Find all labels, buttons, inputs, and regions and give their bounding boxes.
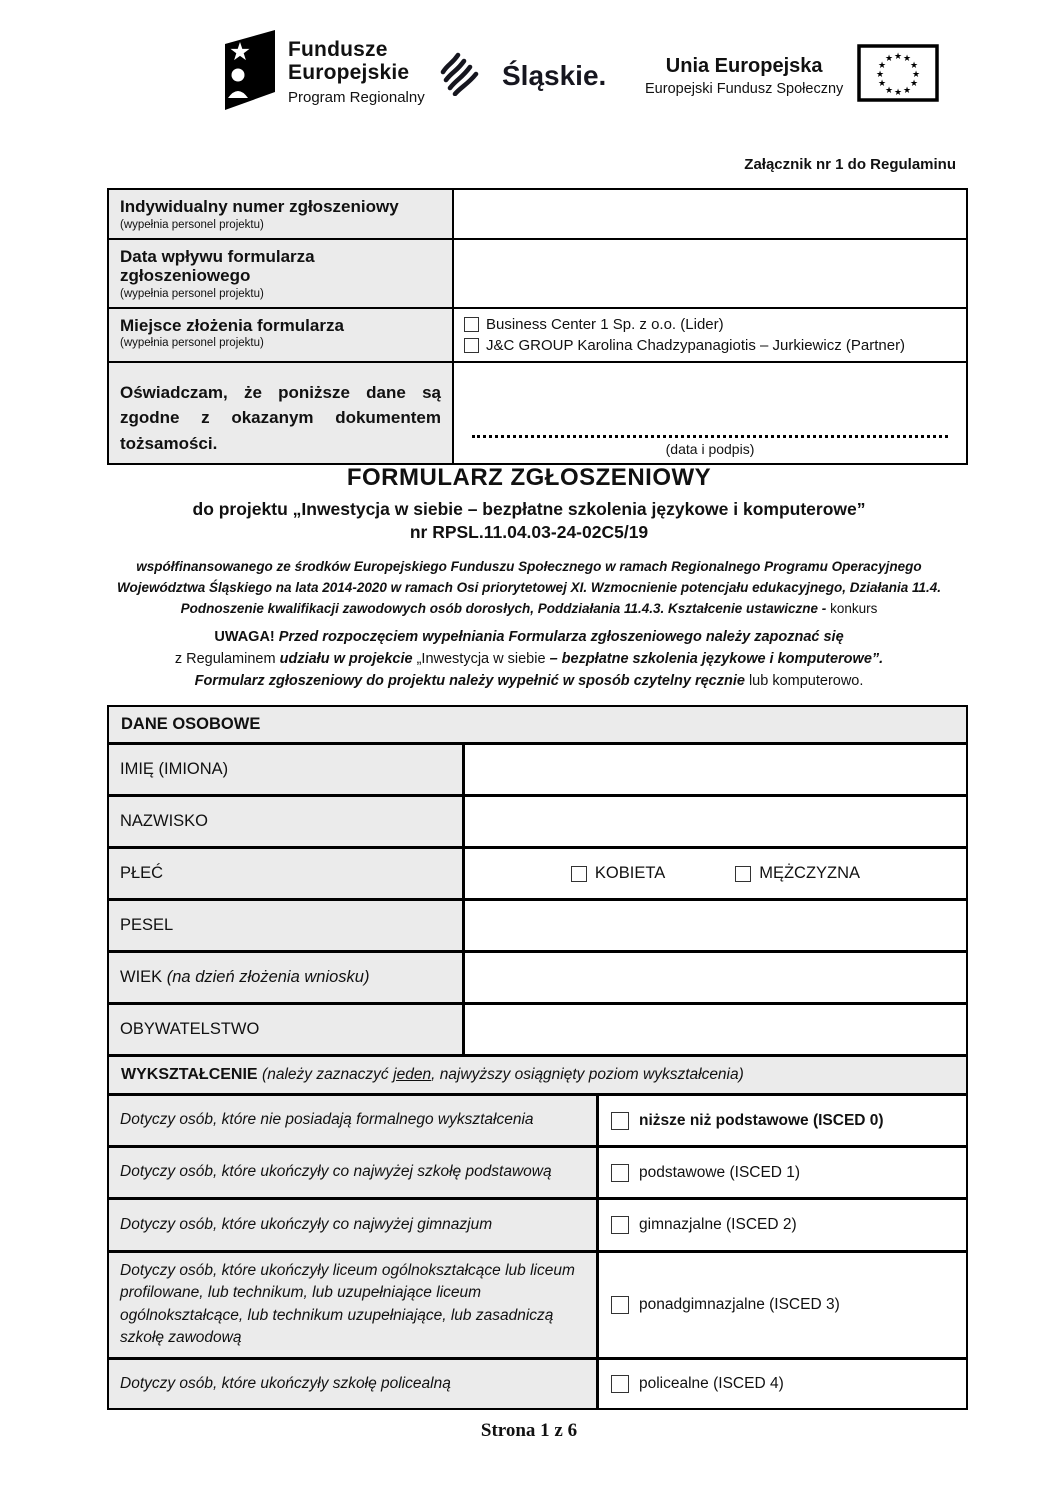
pesel-input-cell[interactable] — [465, 901, 966, 950]
warning-line-1 — [0, 627, 1058, 649]
checkbox-isced-3[interactable] — [611, 1296, 629, 1314]
section-header-dane-osobowe — [109, 707, 966, 742]
isced4-option-label: policealne (ISCED 4) — [639, 1374, 784, 1392]
checkbox-mezczyzna[interactable] — [735, 866, 751, 882]
wyksztalcenie-note-pre: (należy zaznaczyć — [262, 1066, 389, 1083]
field-row-plec — [109, 846, 966, 898]
field-row-obywatelstwo — [109, 1002, 966, 1054]
warning-line-3 — [0, 671, 1058, 693]
form-subtitle-project: do projektu „Inwestycja w siebie – bezpłatne szkolenia językowe i komputerowe” — [192, 499, 866, 519]
obywatelstwo-label: OBYWATELSTWO — [120, 1020, 260, 1038]
isced1-condition: Dotyczy osób, które ukończyły co najwyżej szkołę podstawową — [120, 1163, 552, 1181]
registration-meta-table — [107, 188, 968, 465]
warning-line3-plain: lub komputerowo. — [748, 672, 864, 689]
education-row-isced0 — [109, 1093, 966, 1145]
isced1-option-label: podstawowe (ISCED 1) — [639, 1163, 801, 1181]
mezczyzna-label: MĘŻCZYZNA — [759, 864, 861, 882]
obywatelstwo-input-cell[interactable] — [465, 1005, 966, 1054]
fundusze-europejskie-logo — [222, 28, 425, 117]
dane-osobowe-title: DANE OSOBOWE — [109, 707, 966, 742]
svg-text:★: ★ — [910, 61, 919, 71]
wiek-input-cell[interactable] — [465, 953, 966, 1002]
checkbox-jc-group[interactable] — [464, 338, 479, 353]
attachment-note: Załącznik nr 1 do Regulaminu — [744, 156, 956, 173]
financing-note-plain: konkurs — [830, 600, 878, 616]
svg-text:★: ★ — [912, 70, 921, 80]
warning-line1-text: Przed rozpoczęciem wypełniania Formularza zgłoszeniowego należy zapoznać się — [278, 629, 844, 645]
form-number: nr RPSL.11.04.03-24-02C5/19 — [409, 522, 649, 542]
eu-flag-icon — [857, 44, 939, 107]
wyksztalcenie-note-underline: jeden — [393, 1066, 432, 1083]
slaskie-waves-icon — [438, 50, 490, 101]
fe-flag-icon — [222, 28, 278, 117]
row-identity-declaration — [109, 361, 966, 464]
imie-input-cell[interactable] — [465, 745, 966, 794]
financing-note-italic: współfinansowanego ze środków Europejskiego Funduszu Społecznego w ramach Regionalnego Programu Operacyjnego Województwa Śląskiego na lata 2014-2020 w ramach Osi priorytetowej XI. Wzmocnienie potencjału edukacyjnego, Działania 11.4. Podnoszenie kwalifikacji zawodowych osób dorosłych, Poddziałania 11.4.3. Kształcenie ustawiczne - — [116, 559, 942, 616]
plec-label: PŁEĆ — [120, 864, 164, 882]
svg-text:★: ★ — [894, 52, 903, 62]
fe-logo-line1: Fundusze — [288, 38, 388, 62]
checkbox-kobieta[interactable] — [571, 866, 587, 882]
field-row-pesel — [109, 898, 966, 950]
individual-number-note: (wypełnia personel projektu) — [120, 218, 264, 231]
receipt-date-note: (wypełnia personel projektu) — [120, 287, 264, 300]
education-row-isced3 — [109, 1250, 966, 1357]
field-row-imie — [109, 742, 966, 794]
fe-logo-line2: Europejskie — [288, 61, 410, 84]
svg-text:★: ★ — [876, 70, 885, 80]
checkbox-isced-4[interactable] — [611, 1375, 629, 1393]
financing-note — [108, 557, 950, 620]
warning-line2-plain1: z Regulaminem — [174, 650, 276, 667]
checkbox-isced-2[interactable] — [611, 1216, 629, 1234]
svg-text:★: ★ — [910, 79, 919, 89]
receipt-date-input-cell[interactable] — [454, 240, 966, 307]
nazwisko-label: NAZWISKO — [120, 812, 209, 830]
unia-europejska-logo — [645, 44, 939, 107]
wiek-note: (na dzień złożenia wniosku) — [166, 968, 370, 986]
personal-data-table — [107, 705, 968, 1410]
row-individual-number — [109, 190, 966, 238]
field-row-wiek — [109, 950, 966, 1002]
svg-text:★: ★ — [885, 86, 894, 96]
checkbox-isced-0[interactable] — [611, 1112, 629, 1130]
isced0-option-label: niższe niż podstawowe (ISCED 0) — [639, 1111, 884, 1129]
receipt-date-label: Data wpływu formularza zgłoszeniowego — [120, 246, 315, 286]
warning-line-2 — [0, 649, 1058, 671]
identity-declaration-text: Oświadczam, że poniższe dane są zgodne z okazanym dokumentem tożsamości. — [120, 382, 441, 453]
row-form-receipt-date — [109, 238, 966, 307]
submission-option-2-label: J&C GROUP Karolina Chadzypanagiotis – Jurkiewicz (Partner) — [486, 336, 906, 354]
section-header-wyksztalcenie — [109, 1054, 966, 1093]
warning-uwaga-label: UWAGA! — [214, 629, 275, 645]
page-footer: Strona 1 z 6 — [480, 1420, 578, 1441]
warning-line2-italic2: – bezpłatne szkolenia językowe i komputerowe”. — [549, 650, 884, 667]
row-submission-place — [109, 307, 966, 361]
checkbox-isced-1[interactable] — [611, 1164, 629, 1182]
submission-option-1-label: Business Center 1 Sp. z o.o. (Lider) — [486, 315, 724, 333]
ue-logo-line2: Europejski Fundusz Społeczny — [645, 80, 844, 97]
warning-note — [0, 627, 1058, 692]
individual-number-label: Indywidualny numer zgłoszeniowy — [120, 197, 399, 216]
field-row-nazwisko — [109, 794, 966, 846]
wiek-label: WIEK — [120, 968, 163, 986]
form-title: FORMULARZ ZGŁOSZENIOWY — [346, 464, 712, 491]
isced4-condition: Dotyczy osób, które ukończyły szkołę policealną — [120, 1374, 451, 1392]
kobieta-label: KOBIETA — [594, 864, 666, 882]
svg-text:★: ★ — [878, 79, 887, 89]
nazwisko-input-cell[interactable] — [465, 797, 966, 846]
imie-label: IMIĘ (IMIONA) — [120, 760, 229, 778]
svg-text:★: ★ — [903, 86, 912, 96]
signature-line[interactable] — [472, 435, 948, 438]
svg-text:★: ★ — [894, 88, 903, 98]
signature-caption: (data i podpis) — [665, 441, 755, 458]
svg-text:★: ★ — [903, 54, 912, 64]
isced3-option-label: ponadgimnazjalne (ISCED 3) — [639, 1295, 840, 1313]
fe-logo-line3: Program Regionalny — [288, 88, 425, 106]
education-row-isced2 — [109, 1197, 966, 1250]
isced2-condition: Dotyczy osób, które ukończyły co najwyżej gimnazjum — [120, 1215, 493, 1233]
education-row-isced1 — [109, 1145, 966, 1197]
isced2-option-label: gimnazjalne (ISCED 2) — [639, 1216, 797, 1233]
checkbox-business-center[interactable] — [464, 317, 479, 332]
submission-place-note: (wypełnia personel projektu) — [120, 337, 264, 350]
svg-text:★: ★ — [878, 61, 887, 71]
wyksztalcenie-title: WYKSZTAŁCENIE — [121, 1066, 258, 1083]
submission-place-label: Miejsce złożenia formularza — [120, 315, 344, 335]
isced0-condition: Dotyczy osób, które nie posiadają formalnego wykształcenia — [120, 1111, 534, 1129]
warning-line2-plain2: „Inwestycja w siebie — [416, 650, 546, 667]
wyksztalcenie-note-post: , najwyższy osiągnięty poziom wykształcenia) — [431, 1066, 744, 1083]
warning-line2-italic1: udziału w projekcie — [279, 650, 413, 667]
warning-line3-italic: Formularz zgłoszeniowy do projektu należy wypełnić w sposób czytelny ręcznie — [194, 672, 745, 689]
slaskie-logo — [438, 50, 606, 101]
education-row-isced4 — [109, 1357, 966, 1408]
ue-logo-line1: Unia Europejska — [665, 54, 823, 77]
svg-text:★: ★ — [885, 54, 894, 64]
individual-number-input-cell[interactable] — [454, 190, 966, 238]
isced3-condition: Dotyczy osób, które ukończyły liceum ogólnokształcące lub liceum profilowane, lub technikum, lub uzupełniające liceum ogólnokształcące, lub technikum uzupełniające, lub zasadniczą szkołę zawodową — [120, 1262, 575, 1347]
slaskie-logo-text: Śląskie. — [502, 59, 607, 91]
pesel-label: PESEL — [120, 916, 174, 934]
